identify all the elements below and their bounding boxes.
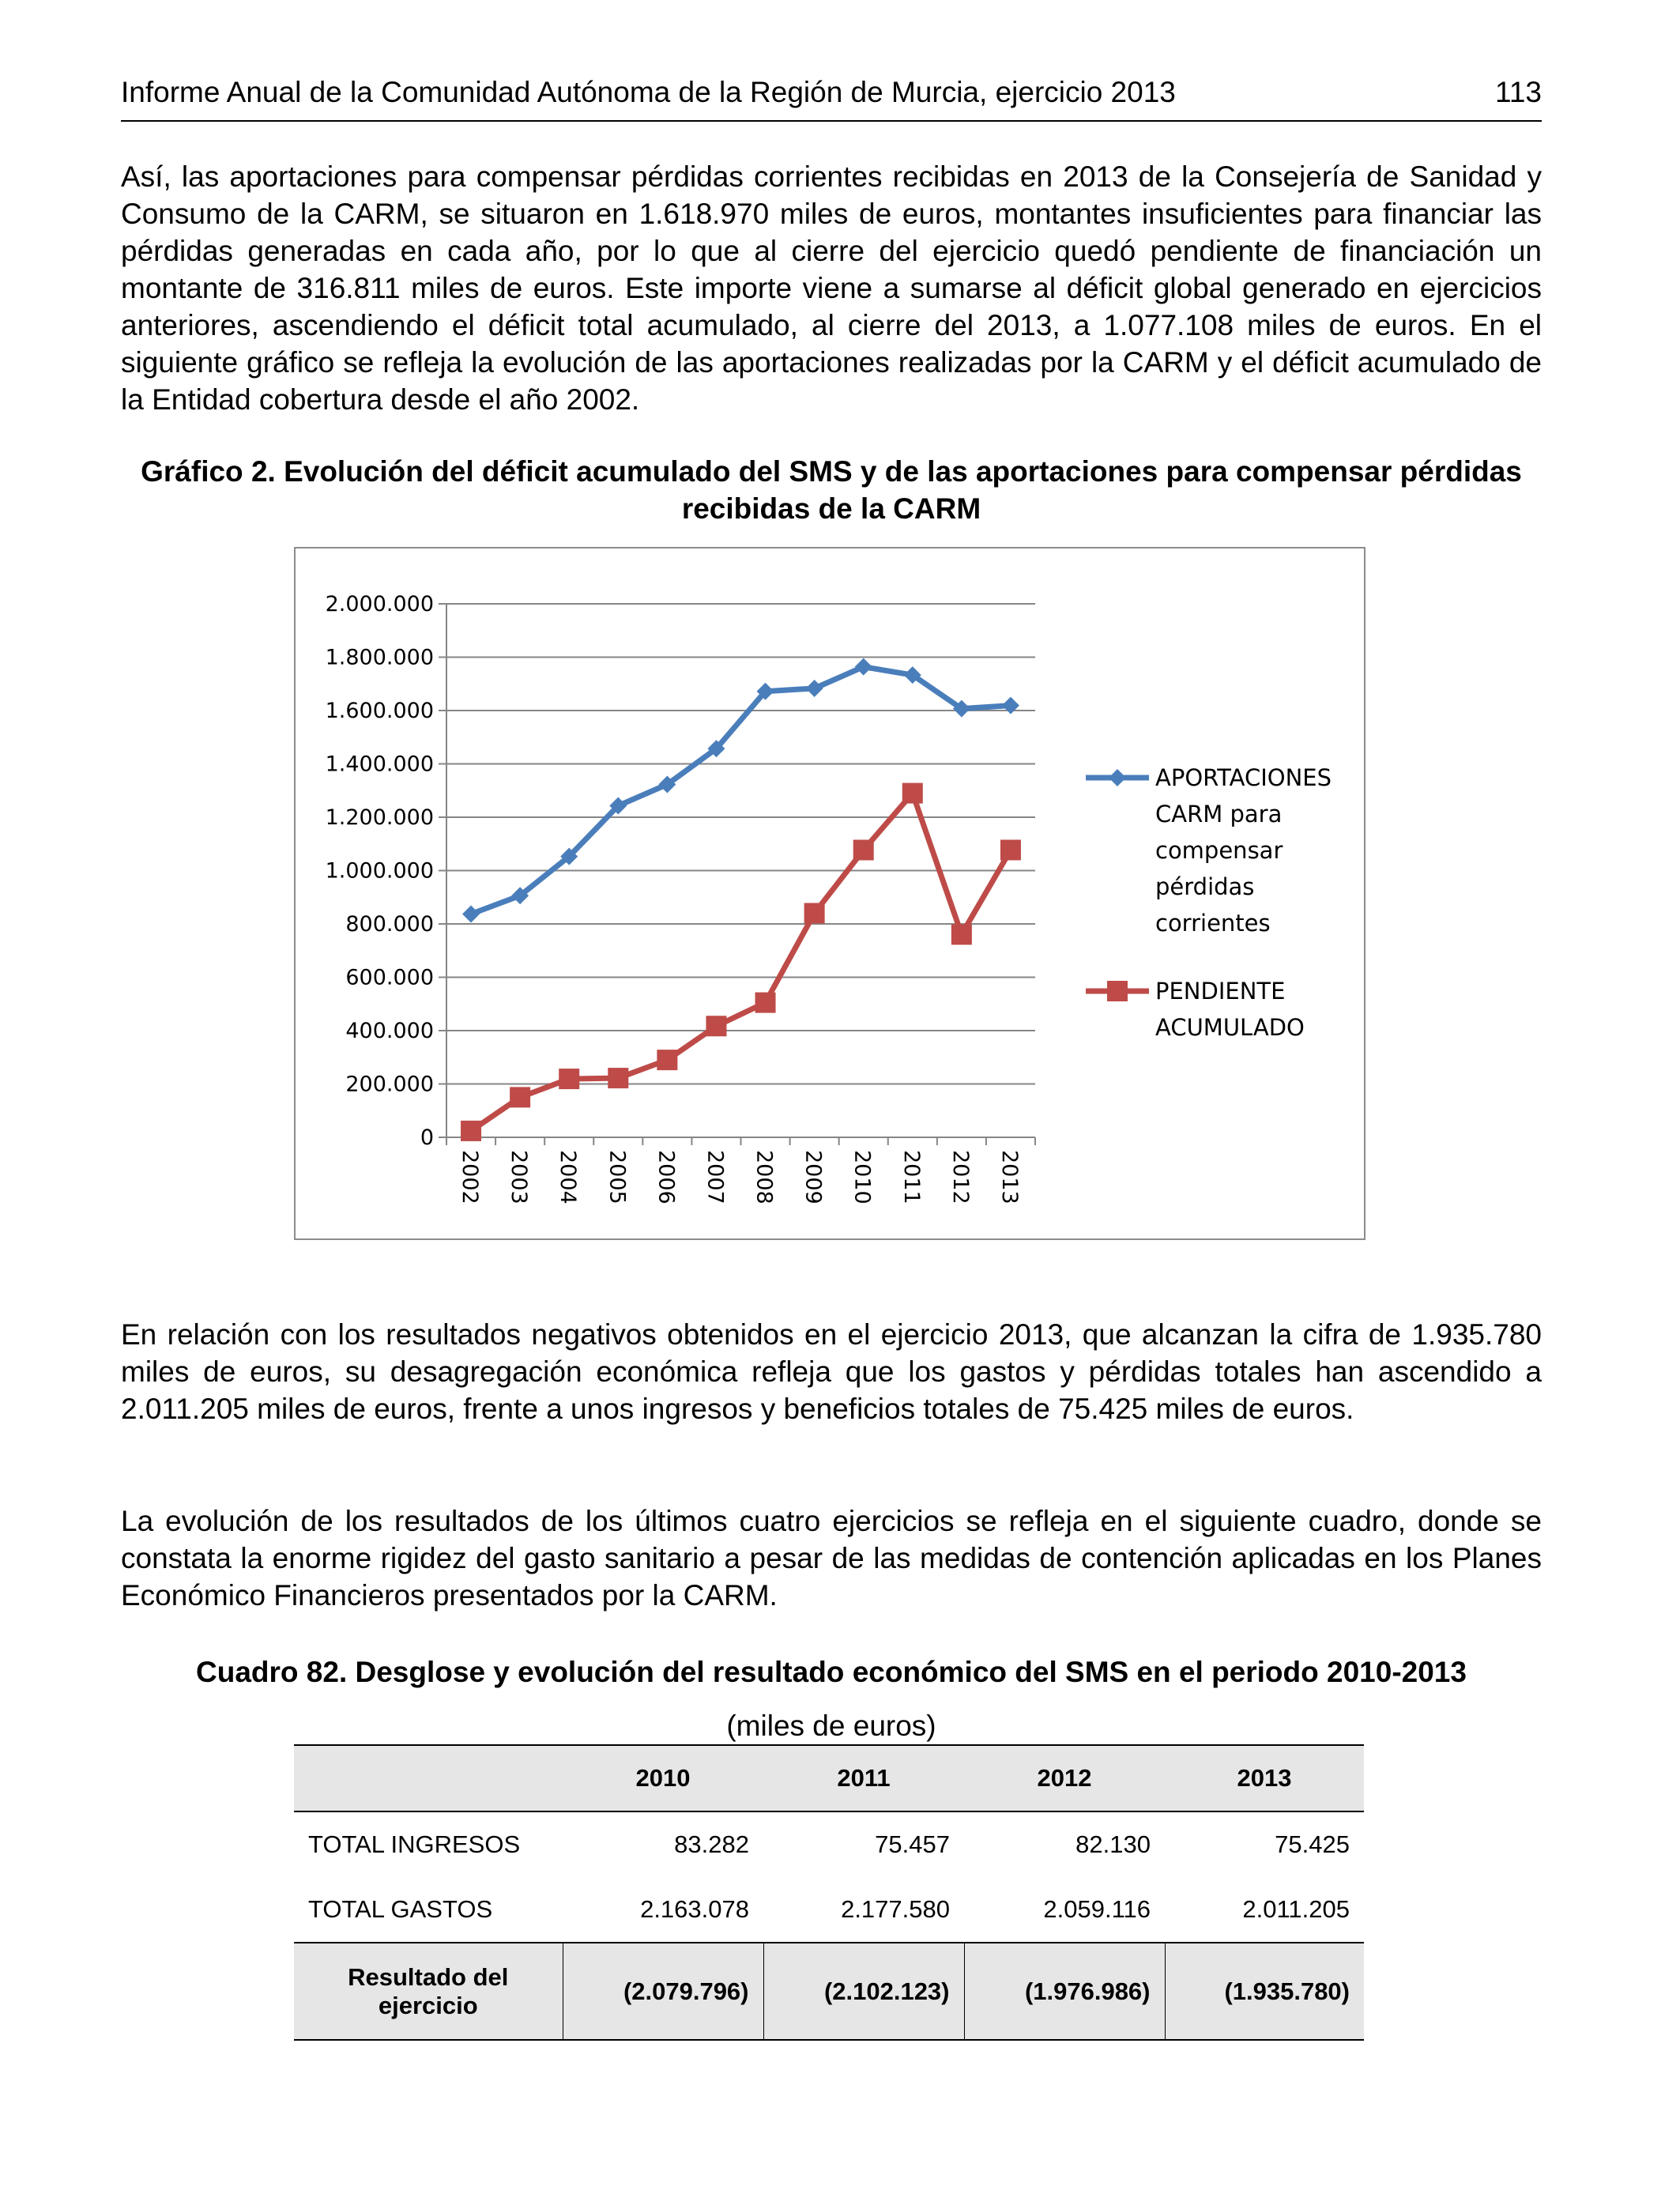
x-tick-label: 2012: [947, 1150, 973, 1204]
data-point: [853, 840, 874, 861]
x-tick-label: 2011: [898, 1150, 924, 1204]
y-tick-label: 1.400.000: [325, 752, 434, 777]
legend-label: CARM para: [1155, 801, 1283, 827]
legend-marker: [1109, 769, 1126, 786]
legend-label: PENDIENTE: [1155, 978, 1286, 1005]
x-tick-label: 2004: [556, 1150, 581, 1204]
table-cell: 75.457: [875, 1830, 950, 1858]
table-cell: (2.079.796): [563, 1943, 763, 2040]
y-tick-label: 2.000.000: [325, 592, 434, 616]
x-tick-label: 2006: [654, 1150, 679, 1204]
data-point: [855, 658, 872, 676]
table-cell: (2.102.123): [763, 1943, 964, 2040]
x-tick-label: 2010: [849, 1150, 875, 1204]
cuadro-caption: Cuadro 82. Desglose y evolución del resultado económico del SMS en el periodo 2010-2013: [196, 1656, 1467, 1688]
table-header-cell: 2010: [635, 1764, 691, 1792]
data-point: [657, 1050, 677, 1070]
x-tick-label: 2003: [507, 1150, 532, 1204]
row-label: TOTAL INGRESOS: [308, 1830, 521, 1858]
x-tick-label: 2013: [996, 1150, 1022, 1204]
series-line: [471, 794, 1011, 1131]
header-title: Informe Anual de la Comunidad Autónoma de la Región de Murcia, ejercicio 2013: [121, 76, 1176, 108]
table-header-cell: 2013: [1237, 1764, 1292, 1792]
series-line: [471, 667, 1011, 914]
table-cell: 82.130: [1075, 1830, 1151, 1858]
table-cell: 83.282: [674, 1830, 749, 1858]
row-label: TOTAL GASTOS: [308, 1895, 493, 1923]
table-cell: 75.425: [1275, 1830, 1350, 1858]
y-tick-label: 200.000: [345, 1072, 434, 1097]
data-point: [951, 924, 972, 944]
grafico-caption: Gráfico 2. Evolución del déficit acumulado del SMS y de las aportaciones para compensar pérdidas recibidas de la CARM: [141, 455, 1522, 525]
y-tick-label: 0: [420, 1125, 434, 1150]
y-tick-label: 1.800.000: [325, 645, 434, 670]
paragraph-resultados: En relación con los resultados negativos obtenidos en el ejercicio 2013, que alcanzan la cifra de 1.935.780 miles de euros, su desagregación económica refleja que los gastos y pérdidas totales han ascendido a 2.011.205 miles de euros, frente a unos ingresos y beneficios totales de 75.425 miles de euros.: [121, 1318, 1542, 1425]
table-cell: 2.163.078: [640, 1895, 749, 1923]
legend-label: APORTACIONES: [1155, 764, 1332, 791]
x-tick-label: 2005: [605, 1150, 630, 1204]
data-point: [461, 1121, 481, 1141]
page-number: 113: [1495, 76, 1542, 108]
table-header-cell: [294, 1745, 563, 1811]
page-header: [121, 76, 1542, 122]
legend-marker: [1107, 981, 1128, 1001]
x-tick-label: 2002: [458, 1150, 483, 1204]
resultado-table: [294, 1744, 1364, 2041]
y-tick-label: 400.000: [345, 1019, 434, 1043]
data-point: [608, 1068, 628, 1088]
table-header-cell: 2012: [1037, 1764, 1092, 1792]
cuadro-units: (miles de euros): [726, 1710, 936, 1742]
table-cell: 2.011.205: [1242, 1895, 1350, 1923]
y-tick-label: 1.600.000: [325, 699, 434, 723]
data-point: [1000, 839, 1021, 860]
data-point: [1002, 697, 1019, 714]
y-tick-label: 600.000: [345, 965, 434, 990]
x-tick-label: 2007: [703, 1150, 728, 1204]
data-point: [902, 783, 923, 804]
paragraph-aportaciones: Así, las aportaciones para compensar pérdidas corrientes recibidas en 2013 de la Consejería de Sanidad y Consumo de la CARM, se situaron en 1.618.970 miles de euros, montantes insuficientes para financiar las pérdidas generadas en cada año, por lo que al cierre del ejercicio quedó pendiente de financiación un montante de 316.811 miles de euros. Este importe viene a sumarse al déficit global generado en ejercicios anteriores, ascendiendo el déficit total acumulado, al cierre del 2013, a 1.077.108 miles de euros. En el siguiente gráfico se refleja la evolución de las aportaciones realizadas por la CARM y el déficit acumulado de la Entidad cobertura desde el año 2002.: [121, 160, 1542, 416]
table-row: [294, 1877, 1364, 1943]
paragraph-evolucion: La evolución de los resultados de los últimos cuatro ejercicios se refleja en el siguiente cuadro, donde se constata la enorme rigidez del gasto sanitario a pesar de las medidas de contención aplicadas en los Planes Económico Financieros presentados por la CARM.: [121, 1505, 1542, 1612]
y-tick-label: 1.200.000: [325, 805, 434, 830]
x-tick-label: 2008: [751, 1150, 777, 1204]
row-label: Resultado del ejercicio: [348, 1962, 509, 2019]
data-point: [510, 1087, 530, 1107]
data-point: [755, 993, 776, 1013]
table-cell: (1.976.986): [964, 1943, 1165, 2040]
table-cell: (1.935.780): [1165, 1943, 1364, 2040]
table-row: [294, 1811, 1364, 1877]
table-header-row: [294, 1745, 1364, 1811]
data-point: [806, 680, 823, 697]
data-point: [706, 1016, 726, 1036]
x-tick-label: 2009: [800, 1150, 826, 1204]
y-tick-label: 800.000: [345, 912, 434, 937]
y-tick-label: 1.000.000: [325, 858, 434, 884]
data-point: [559, 1069, 579, 1089]
data-point: [804, 903, 825, 924]
legend-label: pérdidas: [1155, 873, 1255, 900]
legend-label: corrientes: [1155, 910, 1271, 937]
chart-container: [294, 547, 1365, 1240]
line-chart: [296, 548, 1364, 1238]
data-point: [462, 906, 480, 923]
table-total-row: [294, 1943, 1364, 2040]
table-header-cell: 2011: [837, 1764, 891, 1792]
legend-label: compensar: [1155, 837, 1283, 864]
legend-label: ACUMULADO: [1155, 1014, 1305, 1041]
table-cell: 2.059.116: [1043, 1895, 1151, 1923]
table-cell: 2.177.580: [841, 1895, 950, 1923]
